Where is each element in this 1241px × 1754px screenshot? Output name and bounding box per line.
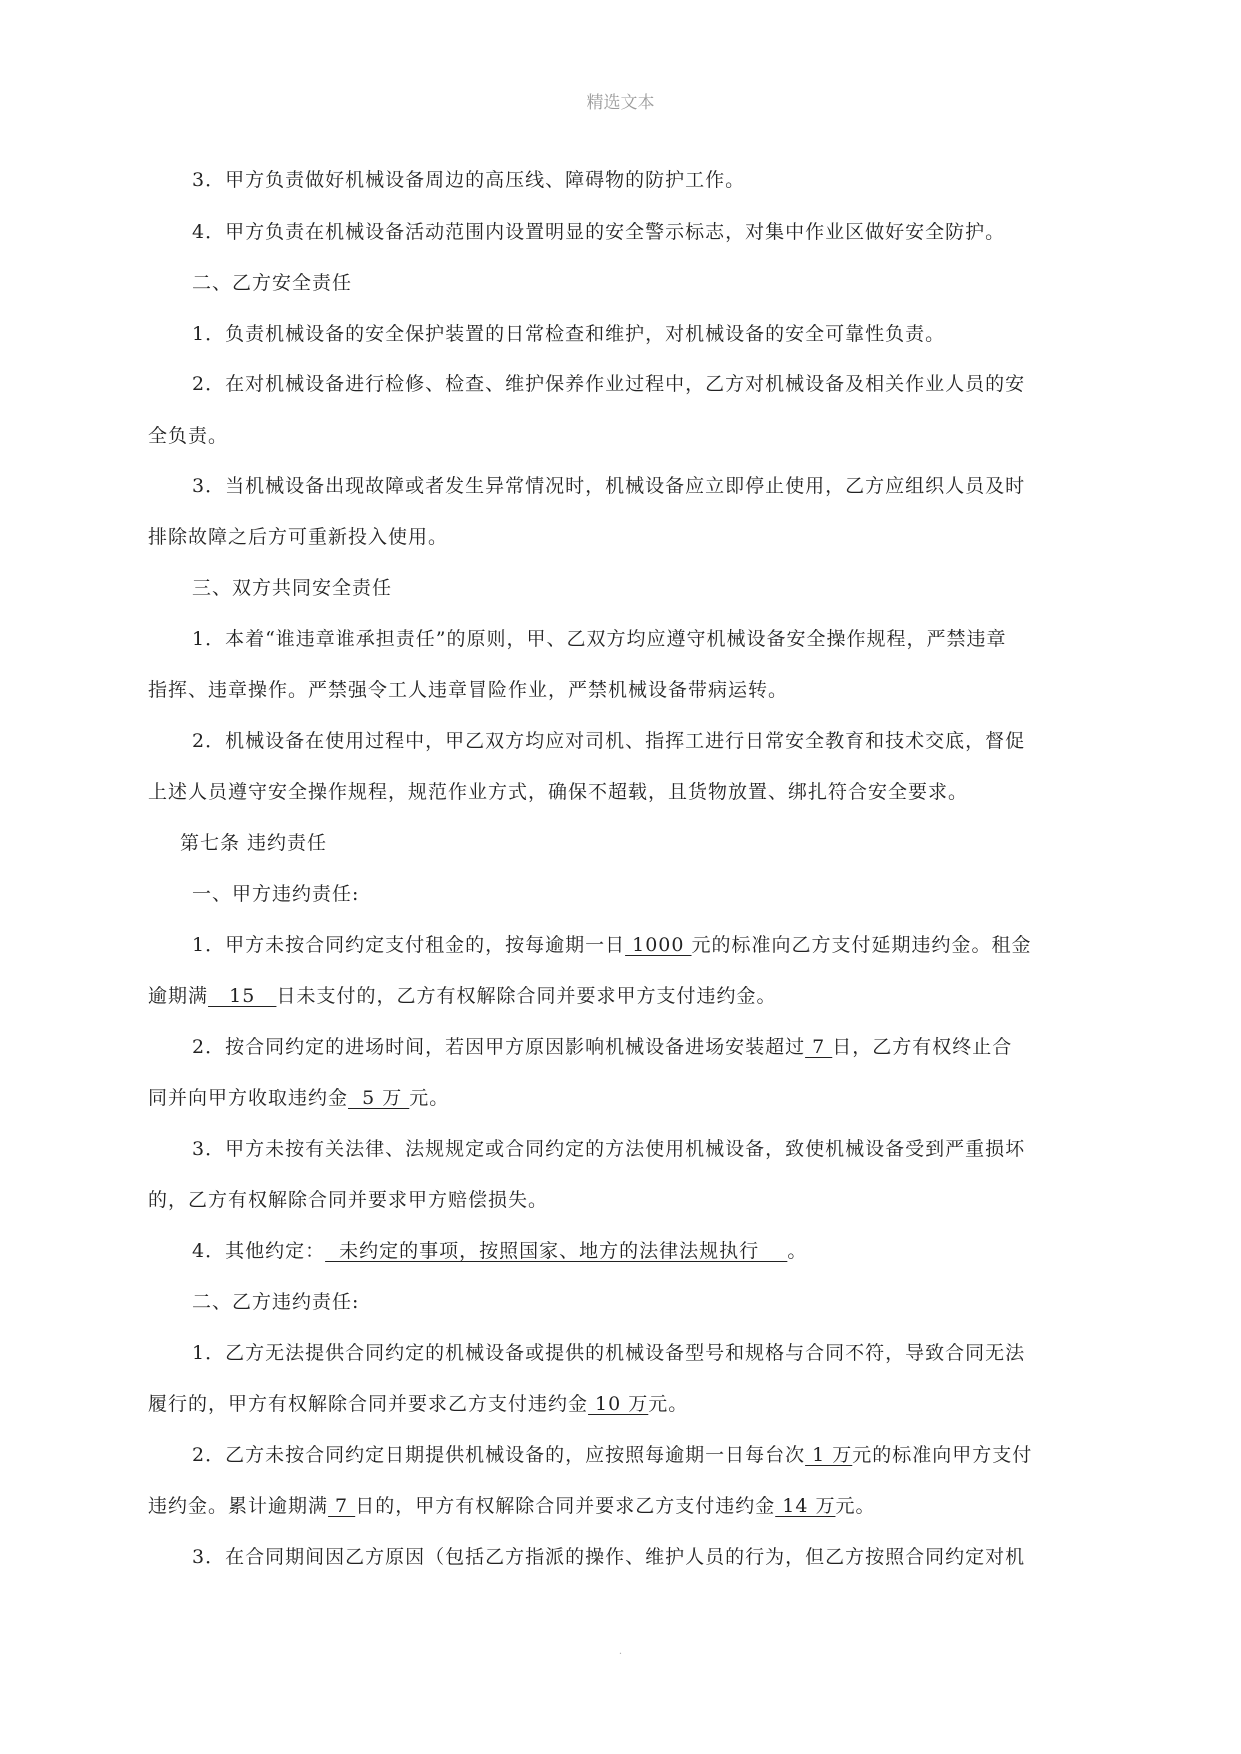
paragraph: 3．甲方未按有关法律、法规规定或合同约定的方法使用机械设备，致使机械设备受到严重损坏	[192, 1138, 1026, 1160]
text: 。	[787, 1240, 808, 1262]
filled-blank: 未约定的事项，按照国家、地方的法律法规执行	[325, 1240, 788, 1262]
paragraph: 3．甲方负责做好机械设备周边的高压线、障碍物的防护工作。	[192, 169, 746, 191]
text: 逾期满	[148, 985, 209, 1007]
text: 2．乙方未按合同约定日期提供机械设备的，应按照每逾期一日每台次	[192, 1444, 806, 1466]
paragraph-continuation: 的，乙方有权解除合同并要求甲方赔偿损失。	[148, 1189, 549, 1211]
page-header: 精选文本	[586, 93, 655, 113]
paragraph-continuation	[148, 1480, 1093, 1532]
text: 日，乙方有权终止合	[832, 1036, 1013, 1058]
paragraph-continuation	[148, 970, 1093, 1022]
section-heading: 二、乙方安全责任	[192, 272, 353, 294]
paragraph	[148, 1225, 1093, 1277]
paragraph: 2．机械设备在使用过程中，甲乙双方均应对司机、指挥工进行日常安全教育和技术交底，督促	[192, 730, 1026, 752]
text: 日未支付的，乙方有权解除合同并要求甲方支付违约金。	[276, 985, 777, 1007]
paragraph: 3．当机械设备出现故障或者发生异常情况时，机械设备应立即停止使用，乙方应组织人员及时	[192, 475, 1026, 497]
filled-blank: 7	[805, 1036, 833, 1058]
filled-blank: 7	[328, 1495, 356, 1517]
text: 元的标准向甲方支付	[852, 1444, 1033, 1466]
paragraph: 1．乙方无法提供合同约定的机械设备或提供的机械设备型号和规格与合同不符，导致合同无法	[192, 1342, 1026, 1364]
filled-blank: 1000	[625, 934, 692, 956]
paragraph-continuation: 排除故障之后方可重新投入使用。	[148, 526, 449, 548]
paragraph-continuation: 全负责。	[148, 425, 229, 447]
filled-blank: 15	[208, 985, 277, 1007]
paragraph: 2．在对机械设备进行检修、检查、维护保养作业过程中，乙方对机械设备及相关作业人员的安	[192, 373, 1026, 395]
paragraph	[148, 1429, 1093, 1481]
paragraph	[148, 919, 1093, 971]
filled-blank: 14 万	[775, 1495, 836, 1517]
paragraph	[148, 1021, 1093, 1073]
text: 元。	[835, 1495, 876, 1517]
section-heading: 二、乙方违约责任:	[192, 1291, 360, 1313]
paragraph: 1．负责机械设备的安全保护装置的日常检查和维护，对机械设备的安全可靠性负责。	[192, 323, 946, 345]
text: 履行的，甲方有权解除合同并要求乙方支付违约金	[148, 1393, 589, 1415]
section-heading: 一、甲方违约责任:	[192, 883, 360, 905]
text: 元。	[648, 1393, 689, 1415]
text: 1．甲方未按合同约定支付租金的，按每逾期一日	[192, 934, 626, 956]
paragraph-continuation	[148, 1072, 1093, 1124]
text: 违约金。累计逾期满	[148, 1495, 329, 1517]
paragraph-continuation	[148, 1378, 1093, 1430]
paragraph: 3．在合同期间因乙方原因（包括乙方指派的操作、维护人员的行为，但乙方按照合同约定对机	[192, 1546, 1026, 1568]
text: 4．其他约定：	[192, 1240, 326, 1262]
paragraph-continuation: 指挥、违章操作。严禁强令工人违章冒险作业，严禁机械设备带病运转。	[148, 679, 789, 701]
section-heading: 三、双方共同安全责任	[192, 577, 393, 599]
text: 元的标准向乙方支付延期违约金。租金	[691, 934, 1032, 956]
paragraph: 4．甲方负责在机械设备活动范围内设置明显的安全警示标志，对集中作业区做好安全防护。	[192, 221, 1006, 243]
text: 2．按合同约定的进场时间，若因甲方原因影响机械设备进场安装超过	[192, 1036, 806, 1058]
filled-blank: 1 万	[805, 1444, 853, 1466]
filled-blank: 5 万	[348, 1087, 410, 1109]
text: 日的，甲方有权解除合同并要求乙方支付违约金	[355, 1495, 776, 1517]
paragraph: 1．本着“谁违章谁承担责任”的原则，甲、乙双方均应遵守机械设备安全操作规程，严禁违章	[192, 628, 1007, 650]
filled-blank: 10 万	[588, 1393, 649, 1415]
text: 同并向甲方收取违约金	[148, 1087, 349, 1109]
article-heading: 第七条 违约责任	[180, 832, 328, 854]
text: 元。	[409, 1087, 450, 1109]
paragraph-continuation: 上述人员遵守安全操作规程，规范作业方式，确保不超载，且货物放置、绑扎符合安全要求。	[148, 781, 969, 803]
footer-dot: .	[618, 1646, 623, 1657]
